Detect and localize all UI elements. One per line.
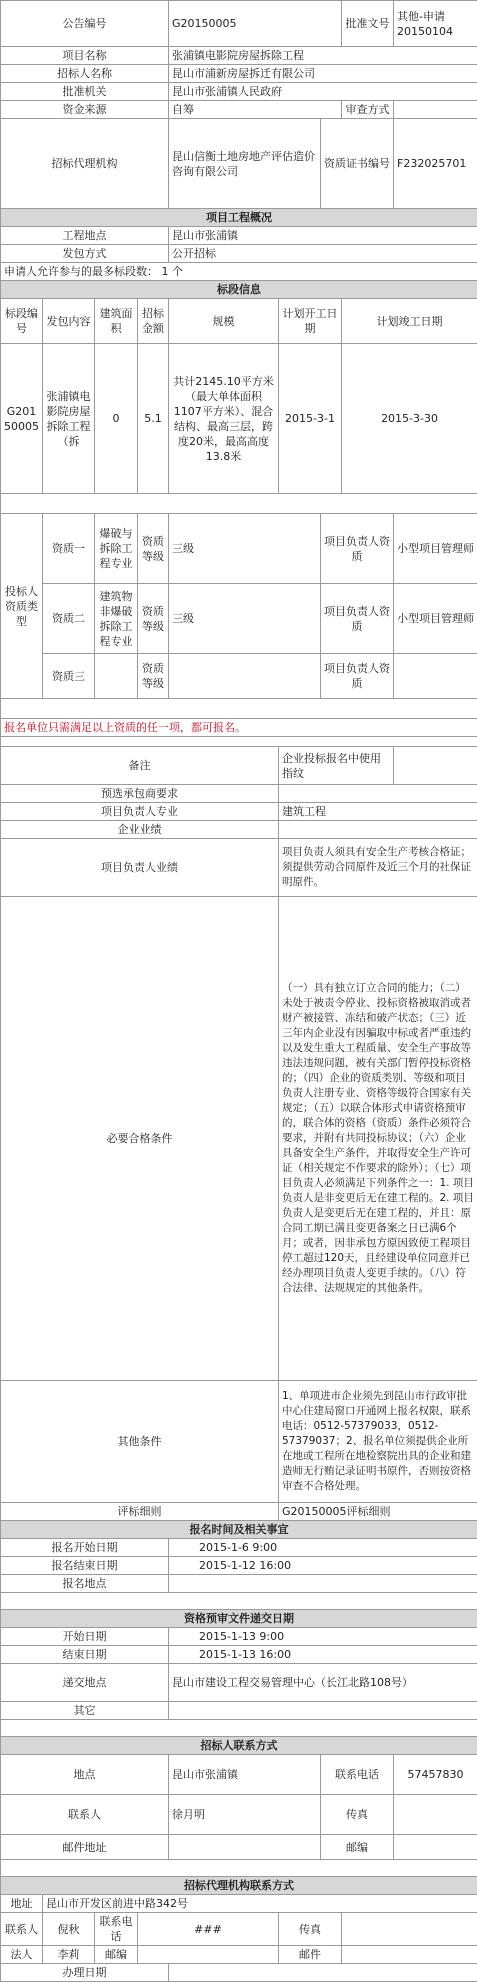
prequal-place-value: 昆山市建设工程交易管理中心（长江北路108号） (169, 1664, 477, 1702)
sections-header: 标段信息 (1, 281, 477, 299)
qual-row-3 (1, 654, 477, 699)
tc-tel-label: 联系电话 (321, 1755, 394, 1795)
review-label: 审查方式 (342, 101, 394, 119)
ac-fax-value (342, 1913, 477, 1946)
cert-label: 资质证书编号 (321, 119, 394, 209)
fund-value: 自筹 (169, 101, 342, 119)
major-label: 项目负责人专业 (1, 803, 279, 821)
blank-row (1, 699, 477, 719)
col-header-content: 发包内容 (43, 299, 95, 344)
must-value: （一）具有独立订立合同的能力；（二）未处于被责令停业、投标资格被取消或者财产被接管、冻结和破产状态；（三）近三年内企业没有因骗取中标或者严重违约以及发生重大工程质量、安全生产事故等违法违规问题，被有关部门暂停投标资格的；（四）企业的资质类别、等级和项目负责人注册专业、资格等级符合国家有关规定；（五）以联合体形式申请资格预审的，联合体的资格（资质）条件必须符合要求，并附有共同投标协议；（六）企业具备安全生产条件，并取得安全生产许可证（相关规定不作要求的除外）；（七）项目负责人必须满足下列条件之一：1. 项目负责人是非变更后无在建工程的。2. 项目负责人是变更后无在建工程的，并且：原合同工期已满且变更备案之日已满6个月；或者，因非承包方原因致使工程项目停工超过120天，且经建设单位同意并已经办理项目负责人变更手续的。（八）符合法律、法规规定的其他条件。 (279, 897, 477, 1381)
tc-tel-value: 57457830 (394, 1755, 477, 1795)
tc-postal-value (394, 1835, 477, 1860)
reg-header: 报名时间及相关事宜 (1, 1521, 477, 1539)
qual-level: 三级 (169, 584, 321, 654)
blank-row (1, 494, 477, 514)
ac-legal-value: 李莉 (43, 1946, 95, 1964)
mgr-perf-label: 项目负责人业绩 (1, 839, 279, 897)
qual-level-label: 资质等级 (138, 654, 169, 699)
prequal-start-value: 2015-1-13 9:00 (169, 1628, 477, 1646)
tc-mail-value (169, 1835, 321, 1860)
qual-row-2 (1, 584, 477, 654)
project-name-value: 张浦镇电影院房屋拆除工程 (169, 47, 477, 65)
qual-desc: 爆破与拆除工程专业 (95, 514, 138, 584)
project-name-label: 项目名称 (1, 47, 169, 65)
col-header-end: 计划竣工日期 (342, 299, 477, 344)
tenderer-value: 昆山市浦新房屋拆迁有限公司 (169, 65, 477, 83)
section-code: G20150005 (1, 344, 43, 494)
blank-row (1, 737, 477, 747)
qual-level-label: 资质等级 (138, 514, 169, 584)
qual-mgr (394, 654, 477, 699)
site-value: 昆山市张浦镇 (169, 227, 477, 245)
qual-level: 三级 (169, 514, 321, 584)
tc-postal-label: 邮编 (321, 1835, 394, 1860)
section-start: 2015-3-1 (279, 344, 342, 494)
agency-label: 招标代理机构 (1, 119, 169, 209)
qual-desc (95, 654, 138, 699)
section-amount: 5.1 (138, 344, 169, 494)
col-header-start: 计划开工日期 (279, 299, 342, 344)
prequal-other-value (169, 1702, 477, 1720)
ac-fax-label: 传真 (279, 1913, 342, 1946)
qual-row-1 (1, 514, 477, 584)
must-label: 必要合格条件 (1, 897, 279, 1381)
qual-mgr-label: 项目负责人资质 (321, 514, 394, 584)
qual-desc: 建筑物非爆破拆除工程专业 (95, 584, 138, 654)
method-label: 发包方式 (1, 245, 169, 263)
prequal-end-label: 结束日期 (1, 1646, 169, 1664)
blank-row (1, 1593, 477, 1610)
tc-addr-label: 地点 (1, 1755, 169, 1795)
ent-perf-label: 企业业绩 (1, 821, 279, 839)
rule-value[interactable]: G20150005评标细则 (279, 1503, 477, 1521)
tc-fax-label: 传真 (321, 1795, 394, 1835)
max-sections-text: 申请人允许参与的最多标段数： 1 个 (1, 263, 477, 281)
other-value: 1、单项进市企业须先到昆山市行政审批中心住建局窗口开通网上报名权限，联系电话：0512-57379033，0512-57379037；2、报名单位须提供企业所在地或工程所在地检察院出具的企业和建造师无行贿记录证明书原件，否则按资格审查不合格处理。 (279, 1381, 477, 1503)
remark-value: 企业投标报名中使用指纹 (279, 747, 394, 785)
tc-person-label: 联系人 (1, 1795, 169, 1835)
approval-org-value: 昆山市张浦镇人民政府 (169, 83, 477, 101)
ac-person-value: 倪秋 (43, 1913, 95, 1946)
qual-mgr: 小型项目管理师 (394, 584, 477, 654)
approval-no-value: 其他-申请20150104 (394, 1, 477, 47)
announce-no-label: 公告编号 (1, 1, 169, 47)
blank-row (1, 1860, 477, 1877)
col-header-scale: 规模 (169, 299, 279, 344)
qual-mgr-label: 项目负责人资质 (321, 654, 394, 699)
qual-note: 报名单位只需满足以上资质的任一项，都可报名。 (1, 719, 477, 737)
ac-date-label: 办理日期 (1, 1964, 169, 1982)
ac-tel-label: 联系电话 (95, 1913, 138, 1946)
approval-no-label: 批准文号 (342, 1, 394, 47)
ac-date-value (169, 1964, 477, 1982)
prequal-header: 资格预审文件递交日期 (1, 1610, 477, 1628)
col-header-area: 建筑面积 (95, 299, 138, 344)
tenderer-label: 招标人名称 (1, 65, 169, 83)
ac-addr-label: 地址 (1, 1895, 43, 1913)
ac-postal-label: 邮编 (95, 1946, 138, 1964)
ac-person-label: 联系人 (1, 1913, 43, 1946)
agency-contact-header: 招标代理机构联系方式 (1, 1877, 477, 1895)
fund-label: 资金来源 (1, 101, 169, 119)
prequal-other-label: 其它 (1, 1702, 169, 1720)
qual-name: 资质一 (43, 514, 95, 584)
pre-label: 预选承包商要求 (1, 785, 279, 803)
rule-label: 评标细则 (1, 1503, 279, 1521)
qual-name: 资质三 (43, 654, 95, 699)
qual-mgr: 小型项目管理师 (394, 514, 477, 584)
tc-fax-value (394, 1795, 477, 1835)
col-header-code: 标段编号 (1, 299, 43, 344)
qual-level-label: 资质等级 (138, 584, 169, 654)
table-row (1, 344, 477, 494)
mgr-perf-value: 项目负责人须具有安全生产考核合格证；须提供劳动合同原件及近三个月的社保证明原件。 (279, 839, 477, 897)
tenderer-contact-header: 招标人联系方式 (1, 1737, 477, 1755)
remark-label: 备注 (1, 747, 279, 785)
qual-level (169, 654, 321, 699)
section-scale: 共计2145.10平方米（最大单体面积1107平方米）、混合结构、最高三层，跨度20米，最高高度13.8米 (169, 344, 279, 494)
qual-name: 资质二 (43, 584, 95, 654)
reg-place-label: 报名地点 (1, 1575, 169, 1593)
ac-tel-value: ### (138, 1913, 279, 1946)
prequal-place-label: 递交地点 (1, 1664, 169, 1702)
reg-end-label: 报名结束日期 (1, 1557, 169, 1575)
prequal-start-label: 开始日期 (1, 1628, 169, 1646)
prequal-end-value: 2015-1-13 16:00 (169, 1646, 477, 1664)
other-label: 其他条件 (1, 1381, 279, 1503)
approval-org-label: 批准机关 (1, 83, 169, 101)
ac-legal-label: 法人 (1, 1946, 43, 1964)
tc-addr-value: 昆山市张浦镇 (169, 1755, 321, 1795)
ac-mail-label: 邮件 (279, 1946, 342, 1964)
pre-value (279, 785, 477, 803)
qual-type-label: 投标人资质类型 (1, 514, 43, 699)
review-value (394, 101, 477, 119)
ac-mail-value (342, 1946, 477, 1964)
cert-value: F232025701 (394, 119, 477, 209)
reg-start-value: 2015-1-6 9:00 (169, 1539, 477, 1557)
site-label: 工程地点 (1, 227, 169, 245)
tc-mail-label: 邮件地址 (1, 1835, 169, 1860)
ent-perf-value (279, 821, 477, 839)
section-content: 张浦镇电影院房屋拆除工程（拆 (43, 344, 95, 494)
tc-person-value: 徐月明 (169, 1795, 321, 1835)
agency-value: 昆山信衡土地房地产评估造价咨询有限公司 (169, 119, 321, 209)
major-value: 建筑工程 (279, 803, 477, 821)
section-end: 2015-3-30 (342, 344, 477, 494)
qual-mgr-label: 项目负责人资质 (321, 584, 394, 654)
reg-place-value (169, 1575, 477, 1593)
overview-header: 项目工程概况 (1, 209, 477, 227)
announce-no-value: G20150005 (169, 1, 342, 47)
col-header-amount: 招标金额 (138, 299, 169, 344)
ac-postal-value (138, 1946, 279, 1964)
reg-start-label: 报名开始日期 (1, 1539, 169, 1557)
method-value: 公开招标 (169, 245, 477, 263)
section-area: 0 (95, 344, 138, 494)
ac-addr-value: 昆山市开发区前进中路342号 (43, 1895, 477, 1913)
remark-extra (394, 747, 477, 785)
reg-end-value: 2015-1-12 16:00 (169, 1557, 477, 1575)
blank-row (1, 1720, 477, 1737)
